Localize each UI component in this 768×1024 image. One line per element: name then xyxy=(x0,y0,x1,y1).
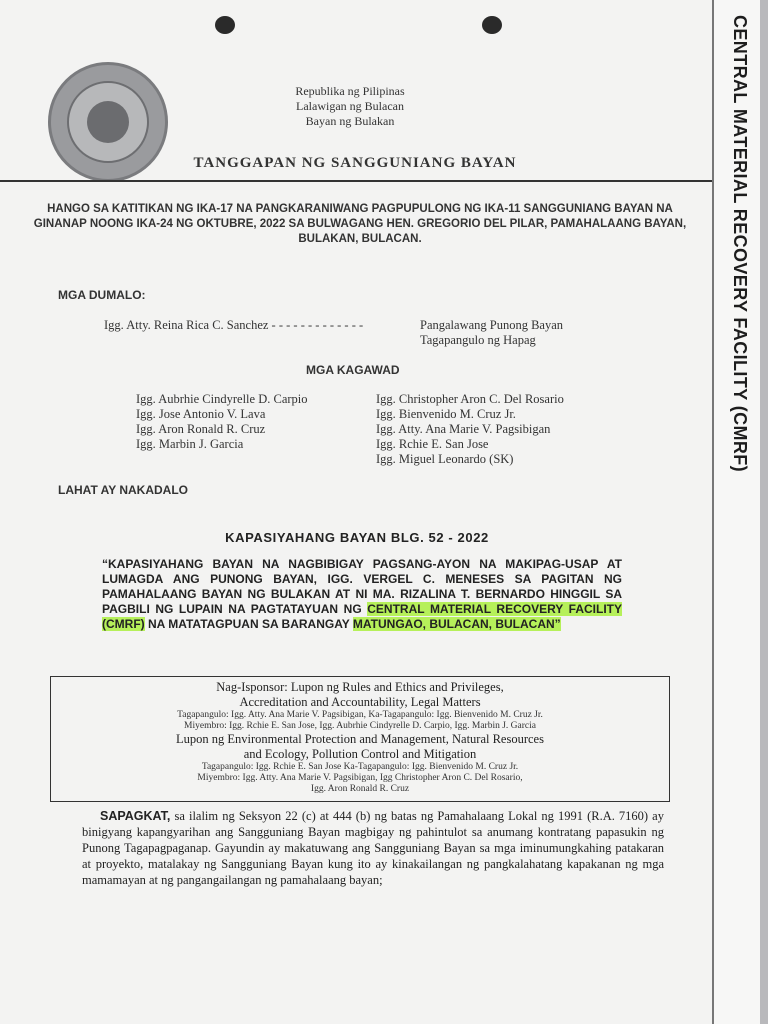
office-title: TANGGAPAN NG SANGGUNIANG BAYAN xyxy=(193,155,517,171)
resolution-title-text xyxy=(102,557,622,632)
kagawad-label: MGA KAGAWAD xyxy=(306,363,400,377)
sponsor-line: Lupon ng Environmental Protection and Management, Natural Resources xyxy=(176,732,544,746)
kagawad-list-left: Igg. Aubrhie Cindyrelle D. Carpio Igg. Jose Antonio V. Lava Igg. Aron Ronald R. Cruz Igg. Marbin J. Garcia xyxy=(136,392,308,451)
resolution-number: KAPASIYAHANG BAYAN BLG. 52 - 2022 xyxy=(225,530,489,545)
republic-line: Republika ng Pilipinas xyxy=(295,84,405,98)
all-present-label: LAHAT AY NAKADALO xyxy=(58,483,189,497)
punch-hole xyxy=(215,16,235,34)
presiding-officer-name: Igg. Atty. Reina Rica C. Sanchez - - - - - - - - - - - - - xyxy=(104,318,364,332)
punch-hole xyxy=(482,16,502,34)
sponsor-line: Nag-Isponsor: Lupon ng Rules and Ethics and Privileges, xyxy=(216,680,504,694)
province-line: Lalawigan ng Bulacan xyxy=(296,99,404,113)
sponsor-line: Miyembro: Igg. Rchie E. San Jose, Igg. Aubrhie Cindyrelle D. Carpio, Igg. Marbin J. Garcia xyxy=(184,721,536,731)
resolution-text-middle: NA MATATAGPUAN SA BARANGAY xyxy=(144,617,353,631)
header-divider xyxy=(0,180,712,182)
sponsor-line: Tagapangulo: Igg. Atty. Ana Marie V. Pagsibigan, Ka-Tagapangulo: Igg. Bienvenido M. Cruz Jr. xyxy=(177,710,543,720)
attendees-label: MGA DUMALO: xyxy=(58,288,146,302)
sponsors-box xyxy=(50,676,670,802)
whereas-lead: SAPAGKAT, xyxy=(100,809,171,823)
sponsor-line: and Ecology, Pollution Control and Mitigation xyxy=(243,747,477,761)
whereas-text: sa ilalim ng Seksyon 22 (c) at 444 (b) ng batas ng Pamahalaang Lokal ng 1991 (R.A. 7160) ay binigyang kapangyarihan ang Sangguniang Bayan magbigay ng pahintulot sa anumang kontratang papasukin ng Punong Tagapagpaganap. Gayundin ay makatuwang ang Sangguniang Bayan sa mga iminumungkahing patakaran at proyekto, matalakay ng Sangguniang Bayan kung ito ay kinakailangan ng pangkalahatang kapakanan ng mga mamamayan at ng pangangailangan ng pamahalaang bayan; xyxy=(82,809,664,887)
minutes-excerpt-heading: HANGO SA KATITIKAN NG IKA-17 NA PANGKARANIWANG PAGPUPULONG NG IKA-11 SANGGUNIANG BAYAN NA GINANAP NOONG IKA-24 NG OKTUBRE, 2022 SA BULWAGANG HEN. GREGORIO DEL PILAR, PAMAHALAANG BAYAN, BULAKAN, BULACAN. xyxy=(33,203,687,245)
sponsor-line: Accreditation and Accountability, Legal Matters xyxy=(239,695,481,709)
republic-header xyxy=(280,84,420,129)
presiding-officer-title: Pangalawang Punong Bayan xyxy=(420,318,564,332)
resolution-text-start: “KAPASIYAHANG BAYAN NA NAGBIBIGAY PAGSANG-AYON NA MAKIPAG-USAP AT LUMAGDA ANG PUNONG BAYAN, IGG. VERGEL C. MENESES SA PAGITAN NG PAMAHALAANG BAYAN NG BULAKAN AT NI MA. RIZALINA T. BERNARDO HINGGIL SA PAGBILI NG LUPAIN NA PAGTATAYUAN NG xyxy=(102,557,622,616)
sponsor-line: Miyembro: Igg. Atty. Ana Marie V. Pagsibigan, Igg Christopher Aron C. Del Rosario, xyxy=(197,773,523,783)
whereas-clause xyxy=(82,808,664,888)
sponsor-line: Igg. Aron Ronald R. Cruz xyxy=(310,784,410,794)
municipal-seal-icon xyxy=(48,62,168,182)
municipality-line: Bayan ng Bulakan xyxy=(305,114,395,128)
page-edge xyxy=(760,0,768,1024)
side-tab-label: CENTRAL MATERIAL RECOVERY FACILITY (CMRF) xyxy=(730,15,750,473)
sponsor-line: Tagapangulo: Igg. Rchie E. San Jose Ka-Tagapangulo: Igg. Bienvenido M. Cruz Jr. xyxy=(201,762,519,772)
highlight-location: MATUNGAO, BULACAN, BULACAN” xyxy=(352,617,561,631)
side-index-tab xyxy=(712,0,762,1024)
highlight-cmrf: CENTRAL MATERIAL RECOVERY FACILITY (CMRF) xyxy=(102,602,623,631)
kagawad-list-right: Igg. Christopher Aron C. Del Rosario Igg. Bienvenido M. Cruz Jr. Igg. Atty. Ana Marie V. Pagsibigan Igg. Rchie E. San Jose Igg. Miguel Leonardo (SK) xyxy=(376,392,564,466)
presiding-officer-role: Tagapangulo ng Hapag xyxy=(420,333,536,347)
